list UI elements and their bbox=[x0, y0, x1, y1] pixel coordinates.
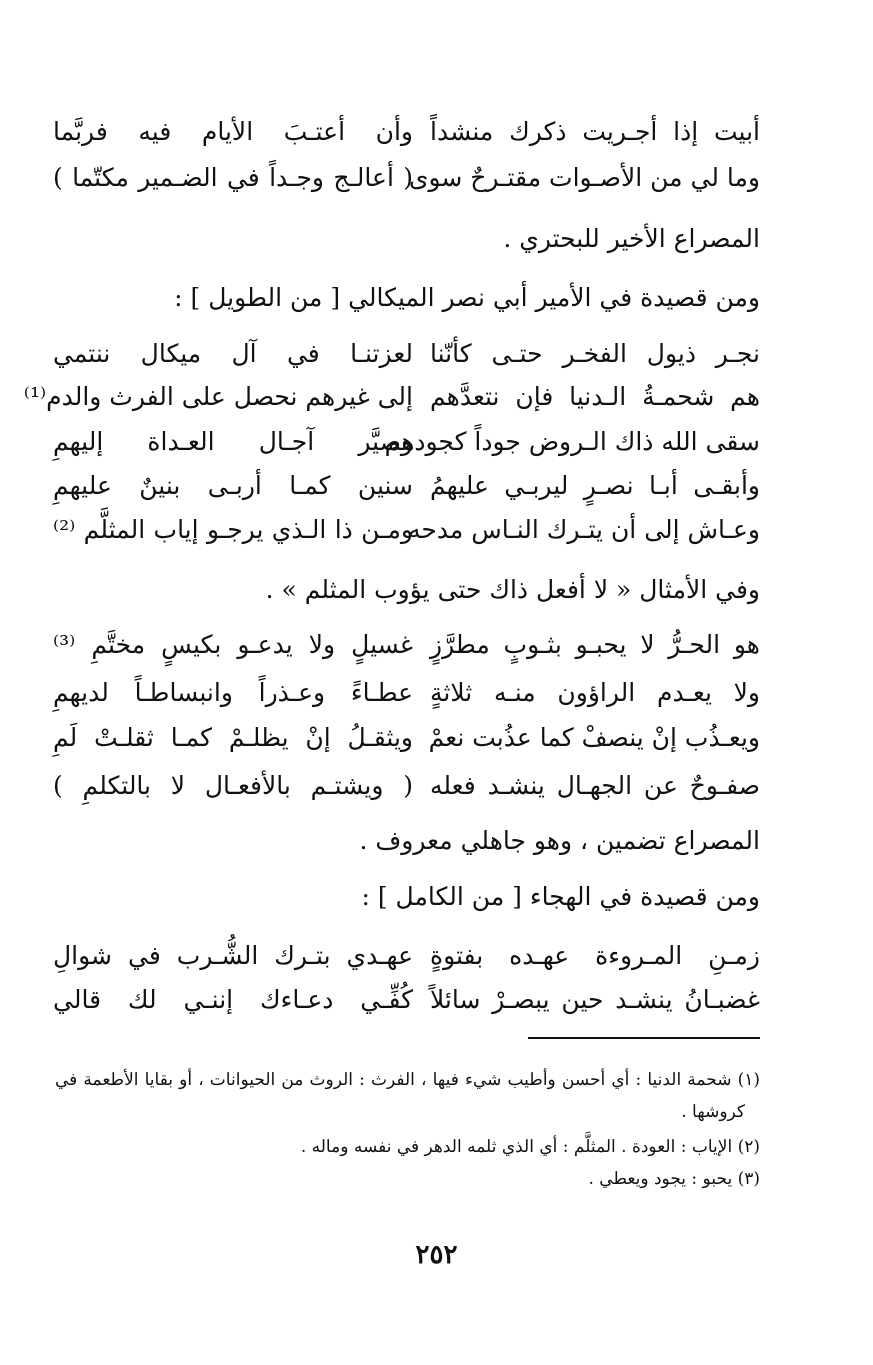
verse-5-first-hemistich: سقى الله ذاك الـروض جوداً كجودهم bbox=[384, 427, 760, 456]
prose-intro-mikali: ومن قصيدة في الأمير أبي نصر الميكالي [ من الطويل ] : bbox=[174, 283, 760, 312]
verse-3-second-hemistich: لعزتنـا في آل ميكال ننتمي bbox=[53, 339, 413, 368]
prose-tadmin-note: المصراع تضمين ، وهو جاهلي معروف . bbox=[359, 826, 760, 855]
footnote-separator bbox=[528, 1037, 760, 1039]
verse-9-second-hemistich: عطـاءً وعـذراً وانبساطـاً لديهمِ bbox=[53, 678, 413, 707]
verse-10-first-hemistich: ويعـذُب إنْ ينصفْ كما عذُبت نعمْ bbox=[428, 723, 760, 752]
verse-8-first-hemistich: هو الحـرُّ لا يحبـو بثـوبٍ مطرَّزٍ bbox=[430, 630, 760, 659]
footnote-3: (٣) يحبو : يجود ويعطي . bbox=[588, 1169, 760, 1189]
verse-1-second-hemistich: وأن أعتـبَ الأيام فيه فربَّما bbox=[53, 117, 413, 146]
page-number: ٢٥٢ bbox=[415, 1240, 458, 1270]
verse-1-first-hemistich: أبيت إذا أجـريت ذكرك منشداً bbox=[430, 117, 760, 146]
prose-proverb: وفي الأمثال « لا أفعل ذاك حتى يؤوب المثلم » . bbox=[265, 575, 760, 604]
verse-11-first-hemistich: صفـوحٌ عن الجهـال ينشـد فعله bbox=[430, 771, 760, 800]
verse-5-second-hemistich: وصيَّر آجـال العـداة إليهمِ bbox=[53, 427, 413, 456]
verse-7-second-hemistich: ومـن ذا الـذي يرجـو إياب المثلَّم ⁽²⁾ bbox=[53, 515, 413, 544]
verse-6-second-hemistich: سنين كمـا أربـى بنينٌ عليهمِ bbox=[53, 471, 413, 500]
verse-8-second-hemistich: غسيلٍ ولا يدعـو بكيسٍ مختَّمِ ⁽³⁾ bbox=[53, 630, 413, 659]
verse-9-first-hemistich: ولا يعـدم الراؤون منـه ثلاثةٍ bbox=[430, 678, 760, 707]
verse-12-second-hemistich: عهـدي بتـرك الشُّـرب في شوالِ bbox=[53, 941, 413, 970]
verse-6-first-hemistich: وأبقـى أبـا نصـرٍ ليربـي عليهمُ bbox=[430, 471, 760, 500]
verse-4-first-hemistich: هم شحمـةُ الـدنيا فإن نتعدَّهم bbox=[430, 382, 760, 411]
footnote-2: (٢) الإياب : العودة . المثلَّم : أي الذي ثلمه الدهر في نفسه وماله . bbox=[300, 1137, 760, 1157]
verse-13-first-hemistich: غضبـانُ ينشـد حين يبصـرْ سائلاً bbox=[430, 985, 760, 1014]
verse-11-second-hemistich: ( ويشتـم بالأفعـال لا بالتكلمِ ) bbox=[53, 771, 413, 800]
verse-7-first-hemistich: وعـاش إلى أن يتـرك النـاس مدحه bbox=[407, 515, 760, 544]
verse-4-second-hemistich: إلى غيرهم نحصل على الفرث والدم⁽¹⁾ bbox=[23, 382, 413, 411]
prose-note-buhturi: المصراع الأخير للبحتري . bbox=[503, 224, 760, 253]
verse-12-first-hemistich: زمـنِ المـروءة عهـده بفتوةٍ bbox=[430, 941, 760, 970]
verse-2-second-hemistich: ( أعالـج وجـداً في الضـمير مكتّما ) bbox=[53, 163, 413, 192]
verse-3-first-hemistich: نجـر ذيول الفخـر حتـى كأنّنا bbox=[430, 339, 760, 368]
footnote-1-line-2: كروشها . bbox=[681, 1102, 745, 1122]
verse-13-second-hemistich: كُفِّـي دعـاءك إننـي لك قالي bbox=[53, 985, 413, 1014]
footnote-1-line-1: (١) شحمة الدنيا : أي أحسن وأطيب شيء فيها ، الفرث : الروث من الحيوانات ، أو بقايا الأطعمة في bbox=[55, 1070, 760, 1090]
verse-10-second-hemistich: ويثقـلُ إنْ يظلـمْ كمـا ثقلـتْ لَمِ bbox=[53, 723, 413, 752]
verse-2-first-hemistich: وما لي من الأصـوات مقتـرحٌ سوى bbox=[408, 163, 760, 192]
prose-intro-hija: ومن قصيدة في الهجاء [ من الكامل ] : bbox=[361, 882, 760, 911]
